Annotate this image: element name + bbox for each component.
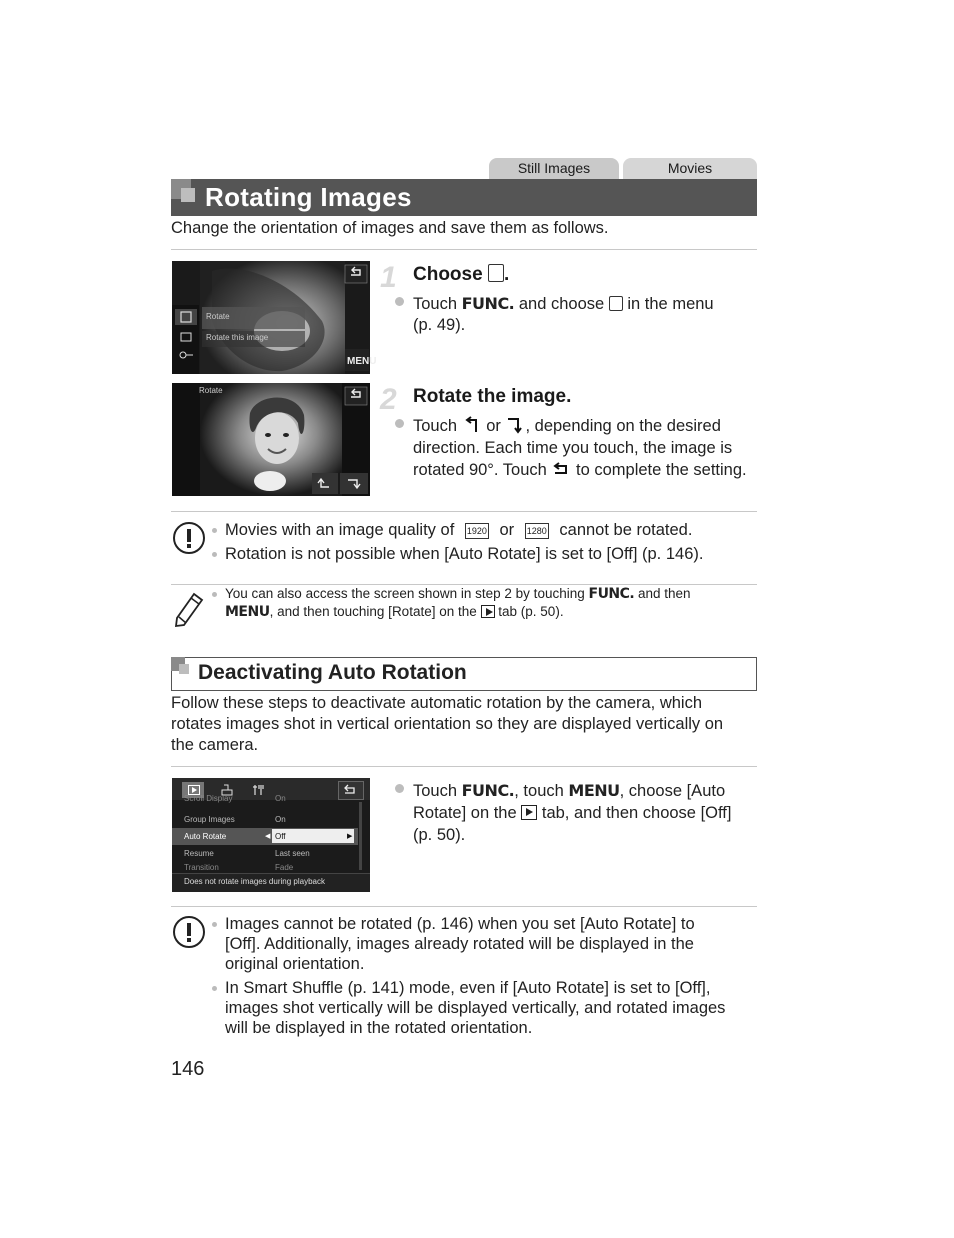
menu-row-value: On xyxy=(275,815,286,824)
step2-text-or: or xyxy=(486,417,501,435)
menu-scrollbar[interactable] xyxy=(359,802,362,870)
section2-intro-line1: Follow these steps to deactivate automatic rotation by the camera, which xyxy=(171,694,703,712)
menu-footer-text: Does not rotate images during playback xyxy=(184,877,325,886)
step2-instructions xyxy=(413,415,763,481)
caution1-text-a: Movies with an image quality of xyxy=(225,521,455,539)
rotate-menu-icon xyxy=(488,264,504,282)
step1-title xyxy=(413,263,509,287)
return-icon xyxy=(551,461,571,477)
menu-row-group-images[interactable] xyxy=(172,811,358,828)
step1-bullet xyxy=(395,297,404,306)
tab-still-images[interactable] xyxy=(489,158,619,179)
caution1-item-1 xyxy=(225,520,692,541)
step2-screen-label: Rotate xyxy=(199,386,223,395)
caution1-item-2: Rotation is not possible when [Auto Rotate] is set to [Off] (p. 146). xyxy=(225,545,704,563)
step2-bullet xyxy=(395,419,404,428)
tab-movies-label: Movies xyxy=(667,160,713,176)
menu-row-name: Scroll Display xyxy=(184,794,233,803)
step2-number: 2 xyxy=(380,383,397,416)
menu-row-auto-rotate[interactable] xyxy=(172,828,358,845)
playback-tab-icon xyxy=(521,805,537,820)
step3-text-a: Touch xyxy=(413,782,458,800)
section2-intro-line2: rotates images shot in vertical orientation so they are displayed vertically on xyxy=(171,715,724,733)
note-text-c: , and then touching [Rotate] on the xyxy=(269,604,477,619)
divider xyxy=(171,906,757,907)
menu-right-arrow-icon[interactable]: ▶ xyxy=(347,833,353,840)
note-text-d: tab (p. 50). xyxy=(498,604,564,619)
step1-screen-menu-label: MENU xyxy=(347,356,377,367)
section2-intro xyxy=(171,693,761,756)
menu-icon: MENU xyxy=(225,604,270,620)
step2-screen-image xyxy=(172,383,370,496)
section2-intro-line3: the camera. xyxy=(171,736,259,754)
step2-title: Rotate the image. xyxy=(413,386,572,407)
menu-row-name: Auto Rotate xyxy=(184,832,227,841)
step2-text-e: to complete the setting. xyxy=(576,461,747,479)
caution-icon xyxy=(172,521,206,555)
step1-screen-rotate-label: Rotate xyxy=(206,312,230,321)
menu-row-value: Off xyxy=(275,832,286,841)
step1-screen-image xyxy=(172,261,370,374)
menu-icon: MENU xyxy=(568,781,620,800)
divider xyxy=(171,511,757,512)
step3-text-e: tab, and then choose [Off] xyxy=(541,804,732,822)
tab-still-images-label: Still Images xyxy=(517,160,591,176)
func-icon: FUNC. xyxy=(588,586,635,602)
step1-text-c: in the menu xyxy=(627,295,714,313)
divider xyxy=(171,249,757,250)
rotate-right-icon xyxy=(505,416,525,434)
menu-row-name: Group Images xyxy=(184,815,235,824)
step2-text-d: rotated 90°. Touch xyxy=(413,461,547,479)
step3-text-f: (p. 50). xyxy=(413,826,466,844)
step1-instructions xyxy=(413,293,758,336)
step1-title-prefix: Choose xyxy=(413,264,483,285)
playback-tab-icon xyxy=(481,605,495,618)
note-text-b: and then xyxy=(638,586,691,601)
note-text-a: You can also access the screen shown in step 2 by touching xyxy=(225,586,585,601)
section2-title: Deactivating Auto Rotation xyxy=(198,661,467,684)
step2-text-a: Touch xyxy=(413,417,458,435)
menu-row-resume[interactable] xyxy=(172,845,358,862)
caution-icon xyxy=(172,915,206,949)
step1-text-a: Touch xyxy=(413,295,458,313)
caution2-item-1 xyxy=(225,914,755,974)
step1-text-b: and choose xyxy=(518,295,605,313)
movie-1280-icon: 1280 xyxy=(525,523,549,539)
note-bullet xyxy=(212,592,217,597)
caution2-item2-line3: will be displayed in the rotated orientation. xyxy=(225,1019,533,1037)
section2-decor-square-small xyxy=(179,664,189,674)
menu-row-name: Transition xyxy=(184,863,219,872)
caution1-text-b: cannot be rotated. xyxy=(559,521,693,539)
caution2-bullet-1 xyxy=(212,922,217,927)
step1-camera-screen xyxy=(172,261,377,374)
caution2-item1-line3: original orientation. xyxy=(225,955,365,973)
step3-instructions xyxy=(413,780,758,846)
pencil-icon xyxy=(174,592,204,628)
title-decor-square-small xyxy=(181,188,195,202)
step1-title-suffix: . xyxy=(503,264,510,285)
step1-number: 1 xyxy=(380,261,397,294)
caution2-item2-line2: images shot vertically will be displayed vertically, and rotated images xyxy=(225,999,726,1017)
menu-row-value: On xyxy=(275,794,286,803)
menu-left-arrow-icon[interactable]: ◀ xyxy=(265,833,271,840)
movie-1920-icon: 1920 xyxy=(465,523,489,539)
step1-text-d: (p. 49). xyxy=(413,316,466,334)
caution1-bullet-2 xyxy=(212,552,217,557)
caution1-text-or: or xyxy=(499,521,515,539)
step2-text-c: direction. Each time you touch, the image is xyxy=(413,439,733,457)
menu-row-name: Resume xyxy=(184,849,214,858)
step3-text-c: , choose [Auto xyxy=(619,782,726,800)
caution2-item2-line1: In Smart Shuffle (p. 141) mode, even if [Auto Rotate] is set to [Off], xyxy=(225,979,711,997)
menu-row-value: Fade xyxy=(275,863,294,872)
menu-row-scroll-display[interactable] xyxy=(172,794,358,804)
caution1-bullet-1 xyxy=(212,528,217,533)
menu-row-value: Last seen xyxy=(275,849,310,858)
page-title: Rotating Images xyxy=(205,182,412,212)
func-icon: FUNC. xyxy=(461,781,515,800)
section-intro: Change the orientation of images and save them as follows. xyxy=(171,219,609,237)
caution2-item-2 xyxy=(225,978,755,1038)
caution2-bullet-2 xyxy=(212,986,217,991)
step2-camera-screen xyxy=(172,383,370,496)
tab-movies[interactable] xyxy=(623,158,757,179)
step1-screen-rotate-desc: Rotate this image xyxy=(206,333,269,342)
menu-row-transition[interactable] xyxy=(172,864,358,872)
caution2-item1-line2: [Off]. Additionally, images already rotated will be displayed in the xyxy=(225,935,694,953)
rotate-left-icon xyxy=(462,416,482,434)
note-text xyxy=(225,585,755,621)
step3-text-b: , touch xyxy=(514,782,564,800)
divider xyxy=(171,766,757,767)
step3-text-d: Rotate] on the xyxy=(413,804,517,822)
caution2-item1-line1: Images cannot be rotated (p. 146) when you set [Auto Rotate] to xyxy=(225,915,695,933)
step2-text-b: , depending on the desired xyxy=(525,417,721,435)
func-icon: FUNC. xyxy=(461,294,515,313)
rotate-menu-icon xyxy=(609,296,623,311)
page-number: 146 xyxy=(171,1058,205,1080)
step3-bullet xyxy=(395,784,404,793)
step3-camera-menu-screen xyxy=(172,778,370,891)
